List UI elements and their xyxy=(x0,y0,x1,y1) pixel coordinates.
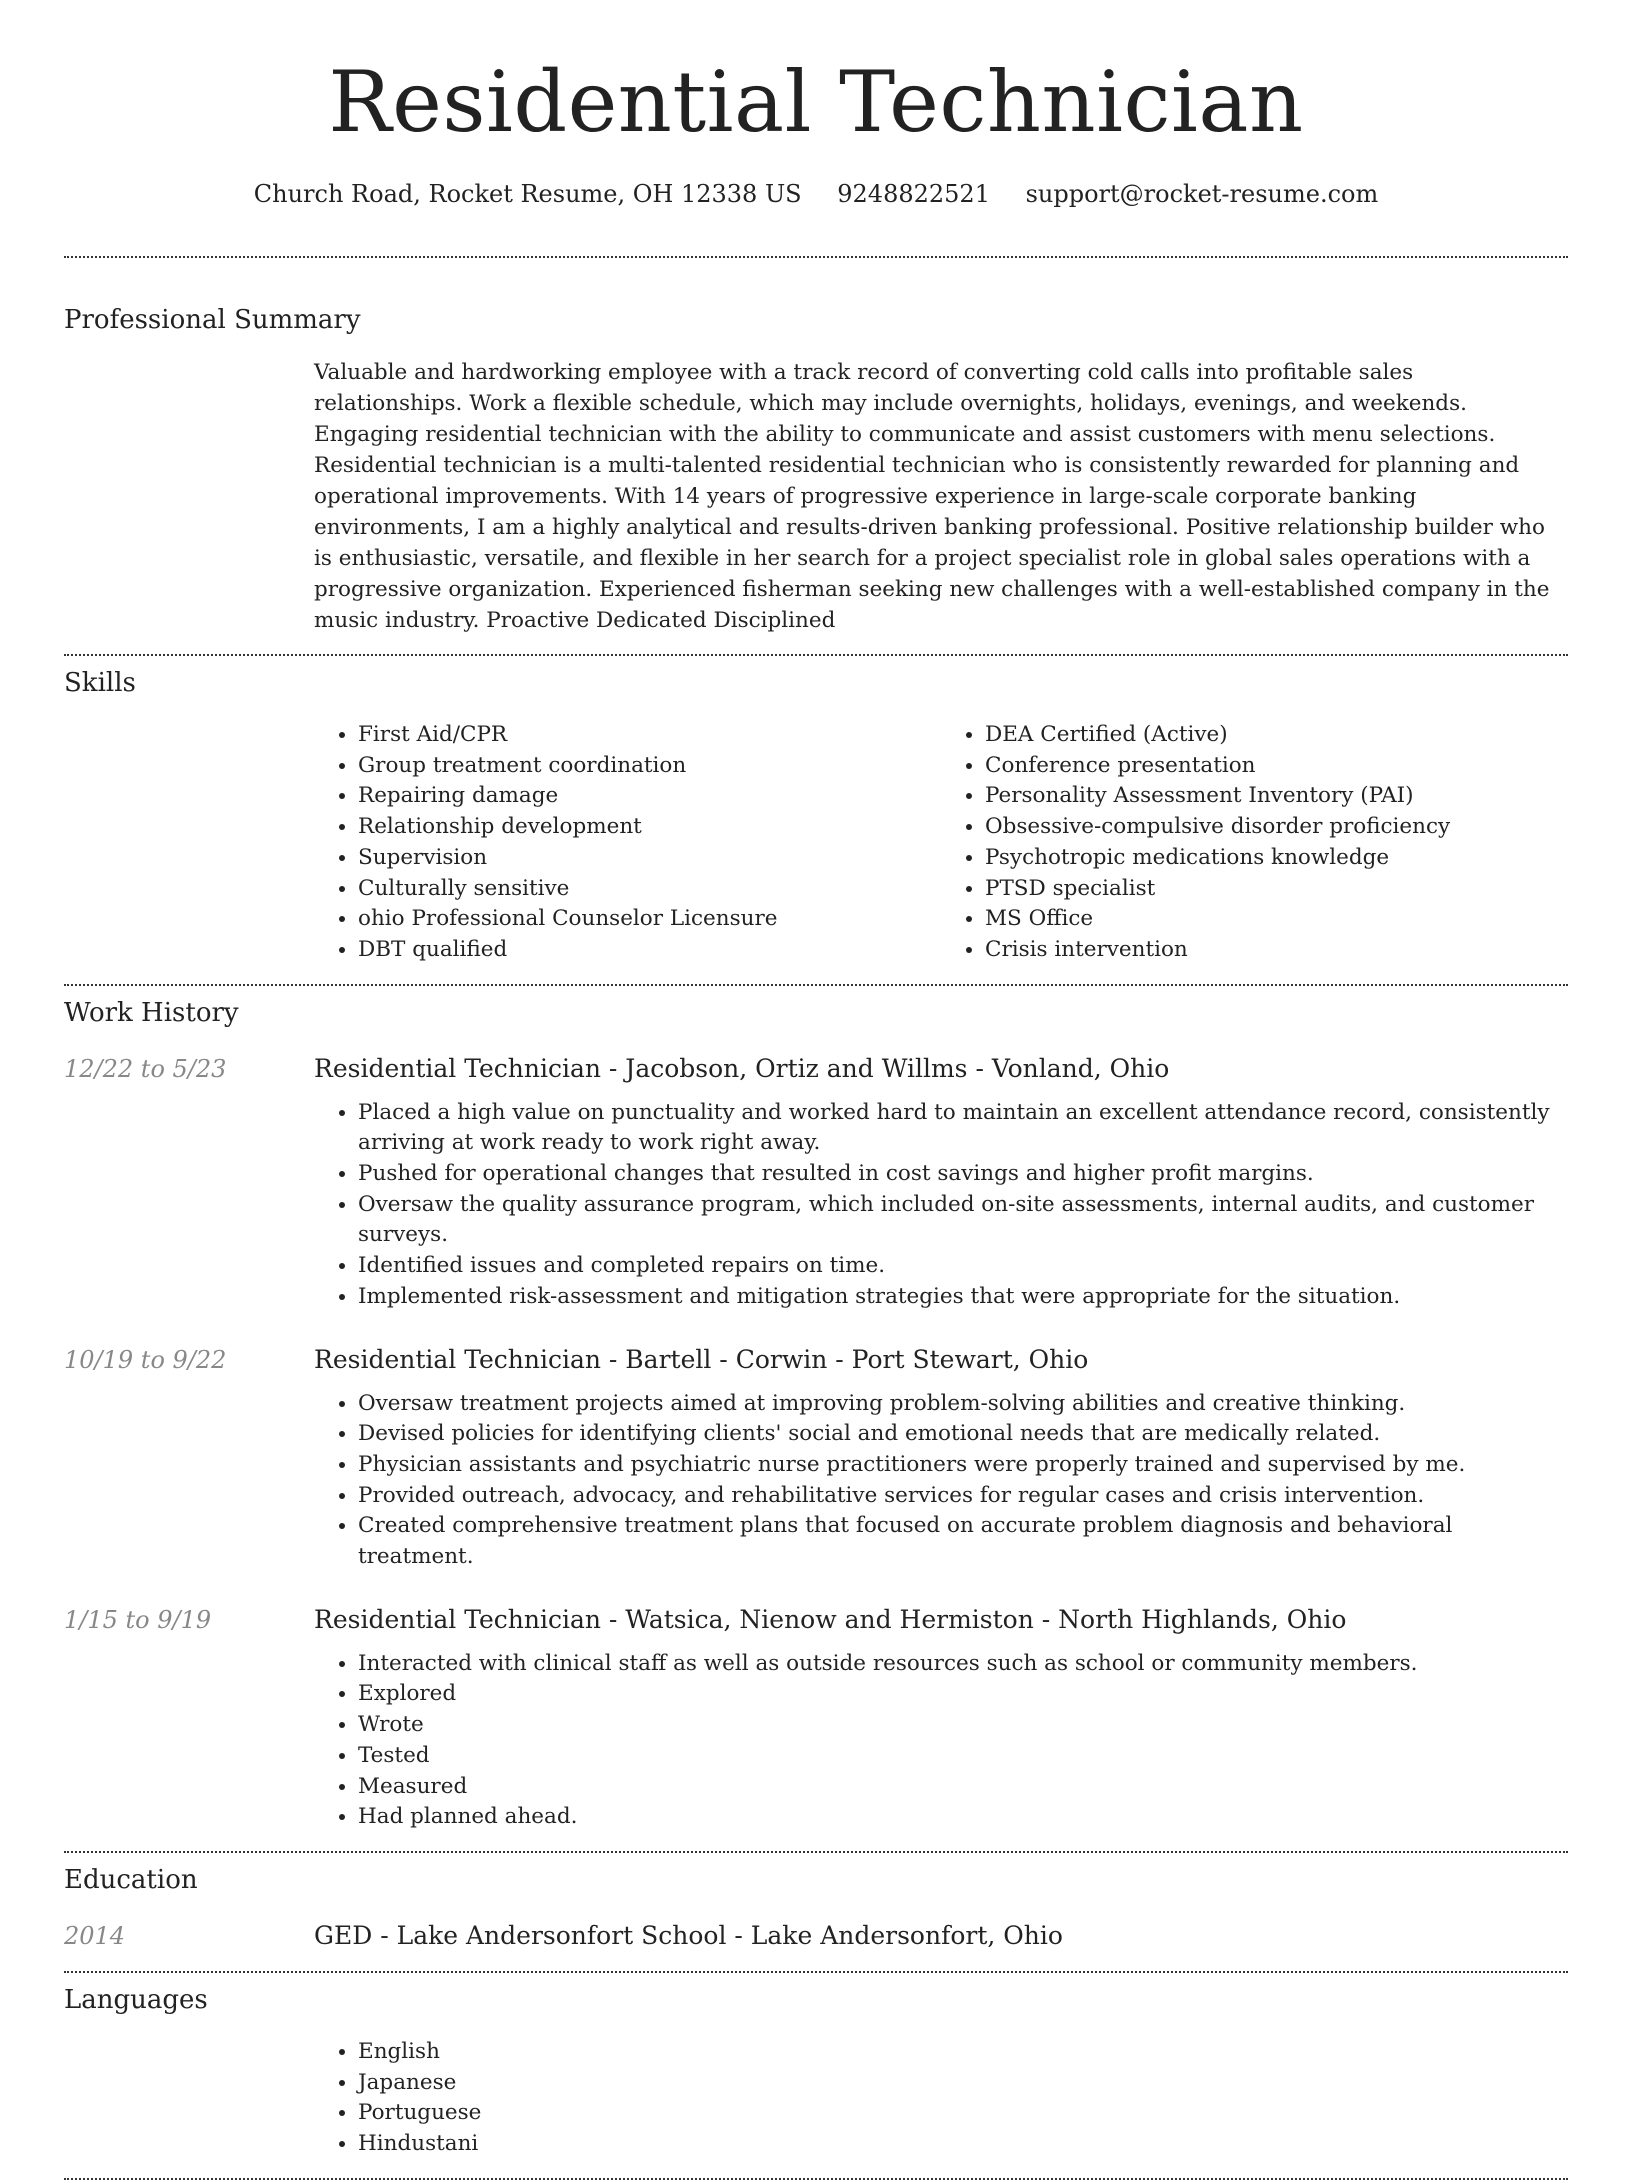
resume-name: Residential Technician xyxy=(328,53,1304,151)
job-dates: 12/22 to 5/23 xyxy=(64,1054,227,1083)
section-title-languages: Languages xyxy=(64,1984,208,2015)
contact-address: Church Road, Rocket Resume, OH 12338 US xyxy=(253,180,802,208)
skill-item: • Conference presentation xyxy=(985,751,1568,782)
language-item: • Portuguese xyxy=(358,2098,1568,2129)
job-entry xyxy=(64,1052,1568,1313)
skill-item: • MS Office xyxy=(985,904,1568,935)
contact-line xyxy=(64,178,1568,210)
section-title-summary: Professional Summary xyxy=(64,305,361,335)
job-bullets xyxy=(314,1098,1568,1313)
job-bullet: • Devised policies for identifying clients' social and emotional needs that are medically related. xyxy=(358,1419,1568,1450)
job-bullets xyxy=(314,1649,1568,1833)
job-title: Residential Technician - Watsica, Nienow and Hermiston - North Highlands, Ohio xyxy=(314,1604,1347,1634)
skills-grid xyxy=(314,720,1568,966)
job-bullet: • Interacted with clinical staff as well as outside resources such as school or community members. xyxy=(358,1649,1568,1680)
skills-list-left xyxy=(314,720,941,966)
summary-text: Valuable and hardworking employee with a track record of converting cold calls into profitable sales relationships. Work a flexible schedule, which may include overnights, holidays, evenings, and weekends. Engaging residential technician with the ability to communicate and assist customers with menu selections. Residential technician is a multi-talented residential technician who is consistently rewarded for planning and operational improvements. With 14 years of progressive experience in large-scale corporate banking environments, I am a highly analytical and results-driven banking professional. Positive relationship builder who is enthusiastic, versatile, and flexible in her search for a project specialist role in global sales operations with a progressive organization. Experienced fisherman seeking new challenges with a well-established company in the music industry. Proactive Dedicated Disciplined xyxy=(314,360,1550,633)
contact-phone: 9248822521 xyxy=(837,180,990,208)
job-bullet: • Pushed for operational changes that resulted in cost savings and higher profit margins. xyxy=(358,1159,1568,1190)
education-title: GED - Lake Andersonfort School - Lake Andersonfort, Ohio xyxy=(314,1920,1063,1950)
job-bullet: • Explored xyxy=(358,1679,1568,1710)
skill-item: • Obsessive-compulsive disorder proficiency xyxy=(985,812,1568,843)
skill-item: • Group treatment coordination xyxy=(358,751,941,782)
language-item: • Hindustani xyxy=(358,2129,1568,2160)
job-bullet: • Placed a high value on punctuality and worked hard to maintain an excellent attendance record, consistently arriving at work ready to work right away. xyxy=(358,1098,1568,1159)
skill-item: • Supervision xyxy=(358,843,941,874)
language-item: • English xyxy=(358,2037,1568,2068)
education-section xyxy=(64,1863,1568,1953)
skill-item: • PTSD specialist xyxy=(985,874,1568,905)
contact-email: support@rocket-resume.com xyxy=(1025,180,1379,208)
job-entry xyxy=(64,1603,1568,1833)
skills-section xyxy=(64,666,1568,966)
divider xyxy=(64,1971,1568,1973)
skill-item: • Repairing damage xyxy=(358,781,941,812)
skill-item: • DBT qualified xyxy=(358,935,941,966)
divider xyxy=(64,2178,1568,2180)
job-dates: 1/15 to 9/19 xyxy=(64,1605,212,1634)
section-title-education: Education xyxy=(64,1864,198,1895)
divider xyxy=(64,654,1568,656)
job-bullets xyxy=(314,1389,1568,1573)
divider xyxy=(64,1851,1568,1853)
job-bullet: • Tested xyxy=(358,1741,1568,1772)
job-entry xyxy=(64,1343,1568,1573)
job-bullet: • Physician assistants and psychiatric nurse practitioners were properly trained and supervised by me. xyxy=(358,1450,1568,1481)
job-bullet: • Implemented risk-assessment and mitigation strategies that were appropriate for the situation. xyxy=(358,1282,1568,1313)
job-bullet: • Wrote xyxy=(358,1710,1568,1741)
languages-list xyxy=(314,2037,1568,2160)
skill-item: • First Aid/CPR xyxy=(358,720,941,751)
skill-item: • Psychotropic medications knowledge xyxy=(985,843,1568,874)
job-dates: 10/19 to 9/22 xyxy=(64,1345,227,1374)
skills-list-right xyxy=(941,720,1568,966)
job-bullet: • Created comprehensive treatment plans that focused on accurate problem diagnosis and behavioral treatment. xyxy=(358,1511,1568,1572)
skill-item: • Personality Assessment Inventory (PAI) xyxy=(985,781,1568,812)
job-bullet: • Oversaw treatment projects aimed at improving problem-solving abilities and creative thinking. xyxy=(358,1389,1568,1420)
work-section xyxy=(64,996,1568,1833)
languages-section xyxy=(64,1983,1568,2160)
job-bullet: • Had planned ahead. xyxy=(358,1802,1568,1833)
education-entry xyxy=(64,1919,1568,1953)
divider xyxy=(64,984,1568,986)
job-bullet: • Measured xyxy=(358,1772,1568,1803)
section-title-skills: Skills xyxy=(64,668,136,698)
language-item: • Japanese xyxy=(358,2068,1568,2099)
skill-item: • Crisis intervention xyxy=(985,935,1568,966)
summary-section xyxy=(64,303,1568,636)
skill-item: • Culturally sensitive xyxy=(358,874,941,905)
skill-item: • Relationship development xyxy=(358,812,941,843)
job-bullet: • Identified issues and completed repairs on time. xyxy=(358,1251,1568,1282)
job-title: Residential Technician - Jacobson, Ortiz and Willms - Vonland, Ohio xyxy=(314,1053,1170,1083)
skill-item: • DEA Certified (Active) xyxy=(985,720,1568,751)
education-year: 2014 xyxy=(64,1921,126,1950)
skill-item: • ohio Professional Counselor Licensure xyxy=(358,904,941,935)
section-title-work: Work History xyxy=(64,997,239,1028)
job-bullet: • Provided outreach, advocacy, and rehabilitative services for regular cases and crisis intervention. xyxy=(358,1481,1568,1512)
job-title: Residential Technician - Bartell - Corwin - Port Stewart, Ohio xyxy=(314,1344,1089,1374)
job-bullet: • Oversaw the quality assurance program, which included on-site assessments, internal audits, and customer surveys. xyxy=(358,1190,1568,1251)
divider xyxy=(64,256,1568,258)
resume-page xyxy=(64,0,1568,2180)
